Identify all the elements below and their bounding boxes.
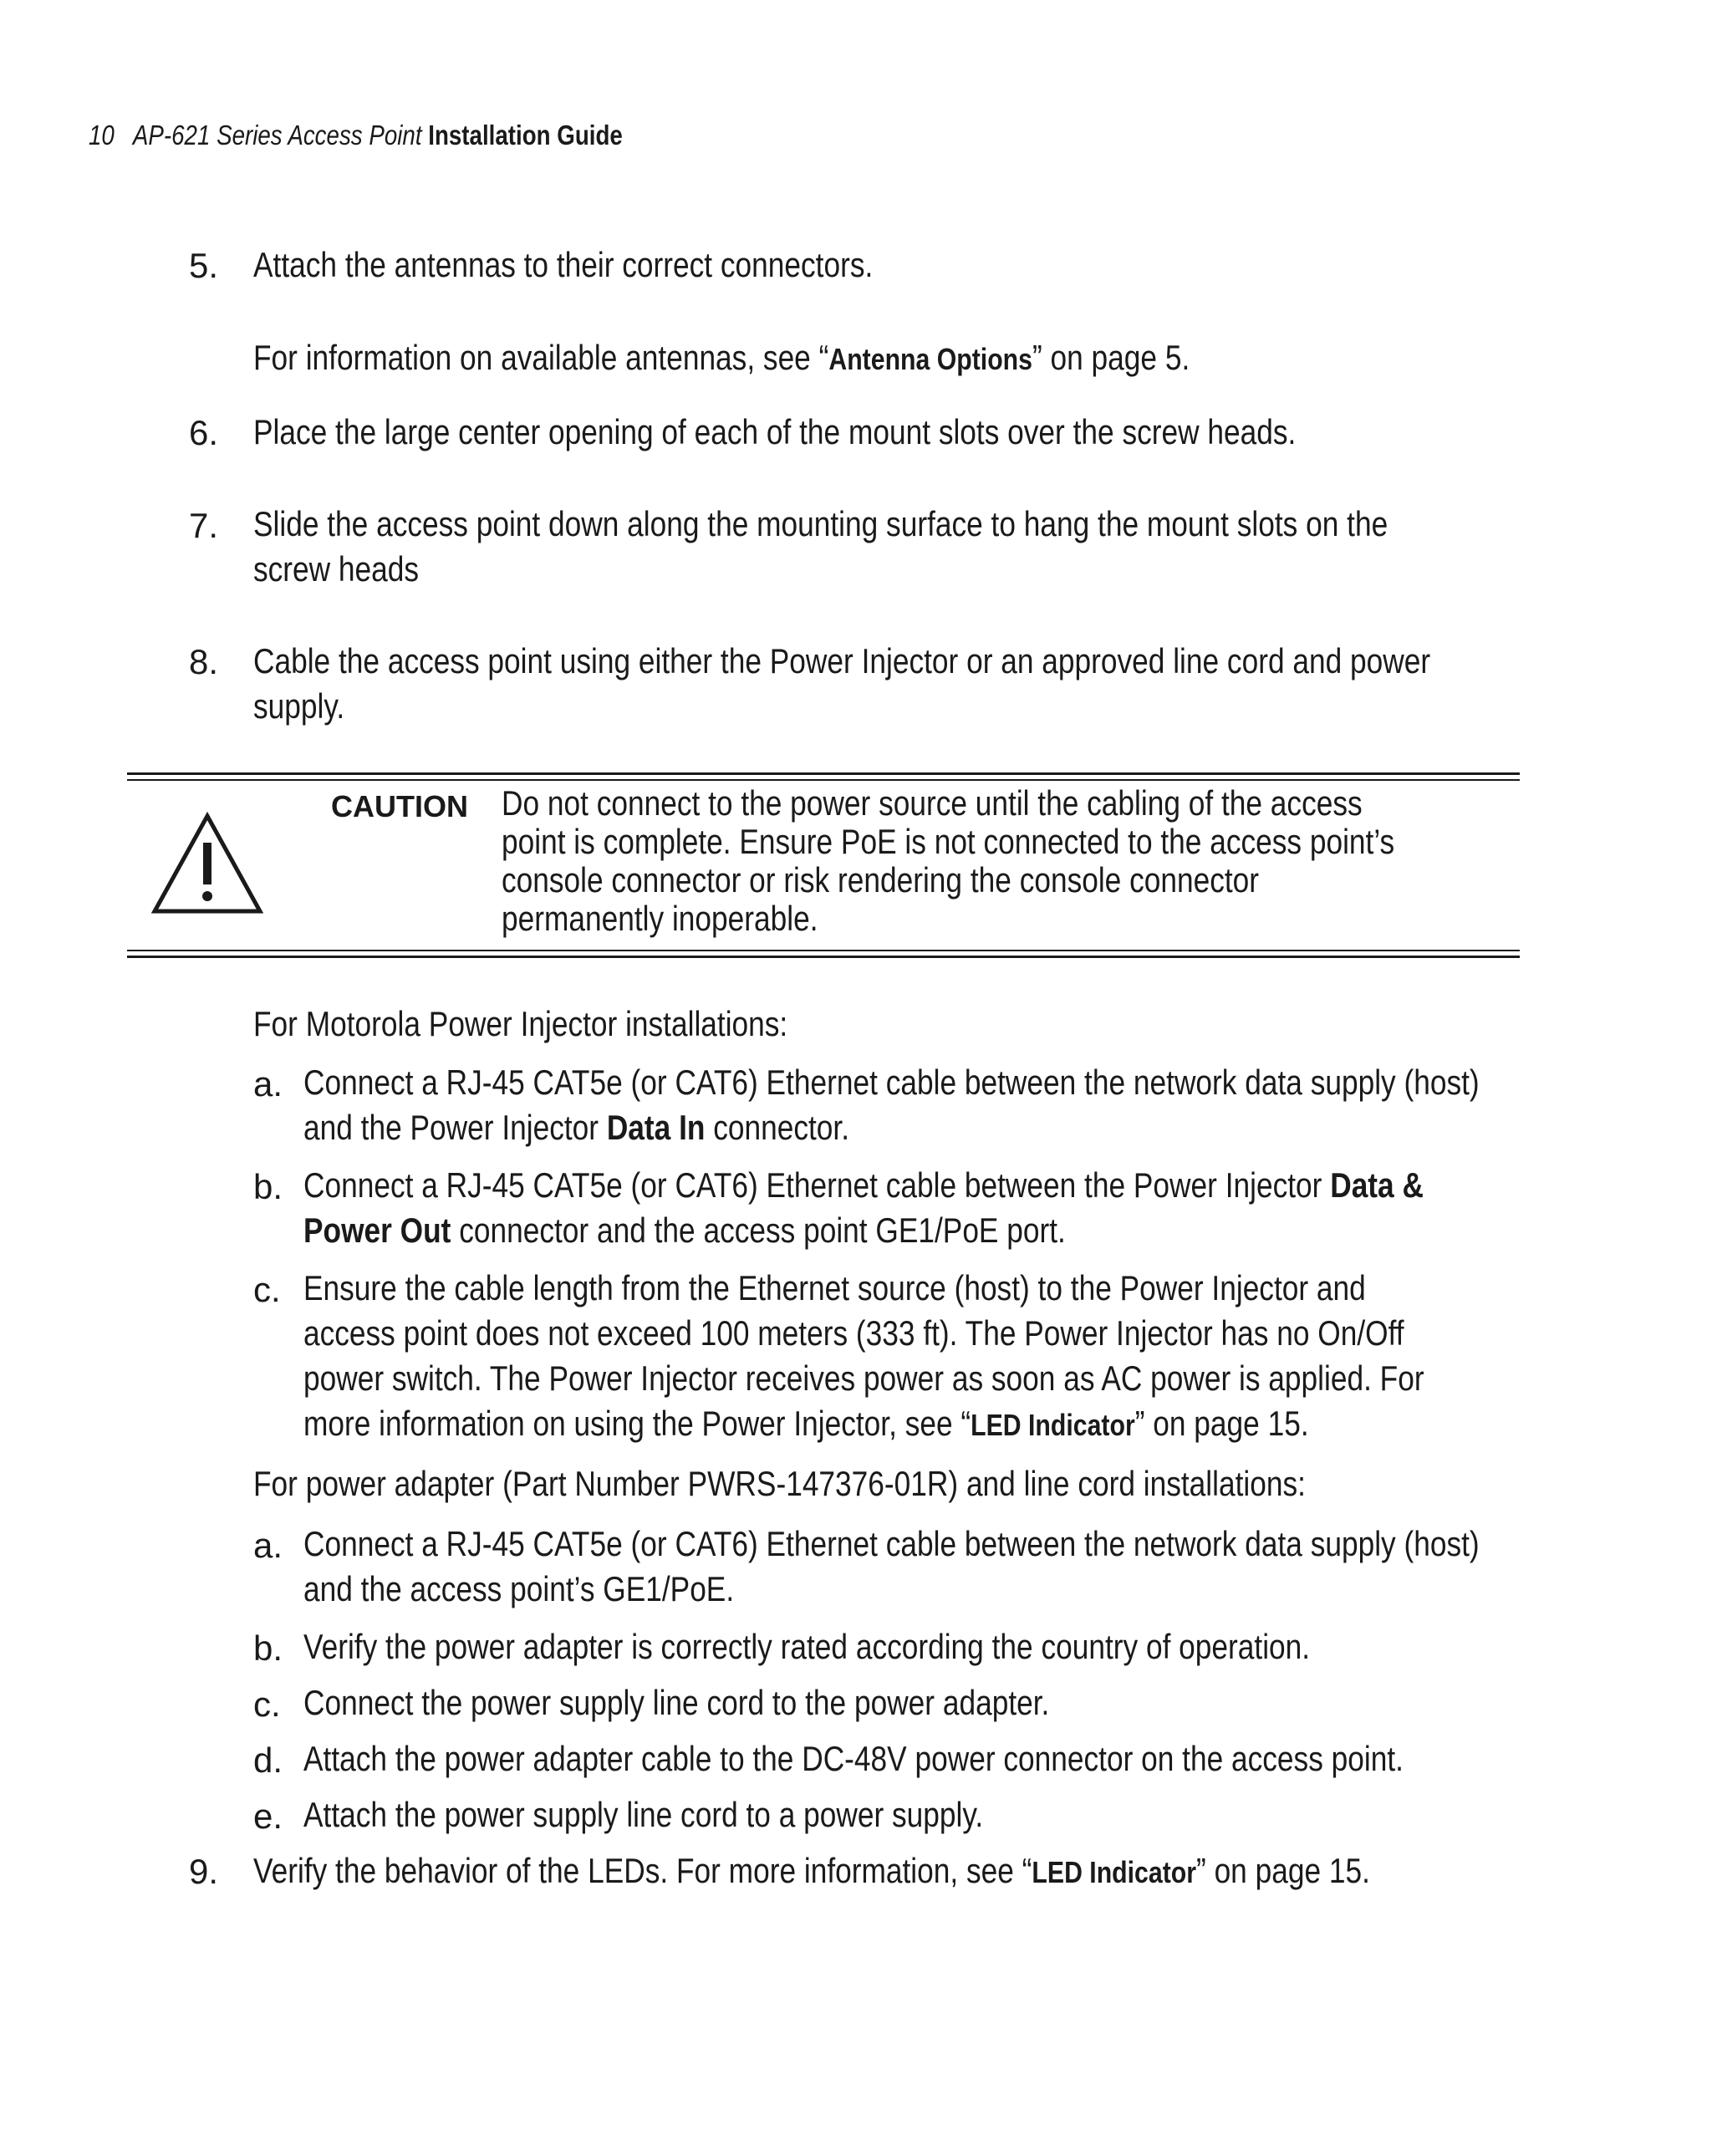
step-5-text: Attach the antennas to their correct connectors. <box>253 245 874 284</box>
sub-step-letter: a. <box>253 1064 283 1103</box>
injector-step-a: Connect a RJ-45 CAT5e (or CAT6) Ethernet cable between the network data supply (host) and the Power Injector Data In connector. <box>303 1063 1480 1147</box>
adapter-step-b: Verify the power adapter is correctly rated according the country of operation. <box>303 1627 1311 1666</box>
caution-label: CAUTION <box>331 789 468 823</box>
cross-reference-link[interactable]: Antenna Options <box>828 342 1032 376</box>
power-out-label: Power Out <box>303 1211 451 1250</box>
guide-title: Installation Guide <box>428 120 623 150</box>
injector-step-b: Connect a RJ-45 CAT5e (or CAT6) Ethernet cable between the Power Injector Data & Power Out connector and the access point GE1/PoE port. <box>303 1165 1424 1250</box>
sub-step-letter: c. <box>253 1270 281 1309</box>
step-9-text: Verify the behavior of the LEDs. For more information, see “LED Indicator” on page 15. <box>253 1851 1370 1890</box>
running-header <box>89 120 725 151</box>
data-in-label: Data In <box>606 1108 706 1147</box>
adapter-step-a: Connect a RJ-45 CAT5e (or CAT6) Ethernet cable between the network data supply (host) and the access point’s GE1/PoE. <box>303 1524 1480 1608</box>
step-5-note: For information on available antennas, see “Antenna Options” on page 5. <box>253 338 1190 377</box>
adapter-step-e: Attach the power supply line cord to a power supply. <box>303 1795 984 1834</box>
cross-reference-link[interactable]: LED Indicator <box>971 1408 1135 1442</box>
step-number: 8. <box>189 642 219 681</box>
injector-step-c: Ensure the cable length from the Ethernet source (host) to the Power Injector and access point does not exceed 100 meters (333 ft). The Power Injector has no On/Off power switch. The Power Injector receives power as soon as AC power is applied. For more information on using the Power Injector, see “LED Indicator” on page 15. <box>303 1268 1424 1443</box>
caution-top-rule-thin <box>127 779 1520 781</box>
sub-step-letter: b. <box>253 1167 283 1206</box>
sub-step-letter: a. <box>253 1526 283 1565</box>
injector-intro: For Motorola Power Injector installations: <box>253 1004 788 1043</box>
cross-reference-link[interactable]: LED Indicator <box>1032 1855 1197 1889</box>
step-7-text: Slide the access point down along the mounting surface to hang the mount slots on the screw heads <box>253 504 1388 589</box>
sub-step-letter: b. <box>253 1628 283 1668</box>
sub-step-letter: d. <box>253 1741 283 1780</box>
adapter-step-c: Connect the power supply line cord to the power adapter. <box>303 1683 1050 1722</box>
adapter-intro: For power adapter (Part Number PWRS-147376-01R) and line cord installations: <box>253 1464 1306 1503</box>
adapter-step-d: Attach the power adapter cable to the DC-48V power connector on the access point. <box>303 1739 1404 1778</box>
step-number: 7. <box>189 506 219 545</box>
series-title: AP-621 Series Access Point <box>132 120 422 150</box>
step-6-text: Place the large center opening of each of the mount slots over the screw heads. <box>253 412 1297 451</box>
page-number: 10 <box>89 120 115 150</box>
sub-step-letter: e. <box>253 1797 283 1836</box>
warning-triangle-icon <box>150 811 264 916</box>
caution-top-rule <box>127 772 1520 775</box>
step-8-text: Cable the access point using either the Power Injector or an approved line cord and power supply. <box>253 641 1431 726</box>
caution-text: Do not connect to the power source until the cabling of the access point is complete. Ensure PoE is not connected to the access point’s console connector or risk rendering the console connector permanently inoperable. <box>502 783 1395 938</box>
sub-step-letter: c. <box>253 1685 281 1724</box>
step-number: 5. <box>189 246 219 285</box>
step-number: 9. <box>189 1852 219 1891</box>
caution-bottom-rule-thin <box>127 950 1520 951</box>
step-number: 6. <box>189 413 219 452</box>
caution-bottom-rule <box>127 956 1520 958</box>
